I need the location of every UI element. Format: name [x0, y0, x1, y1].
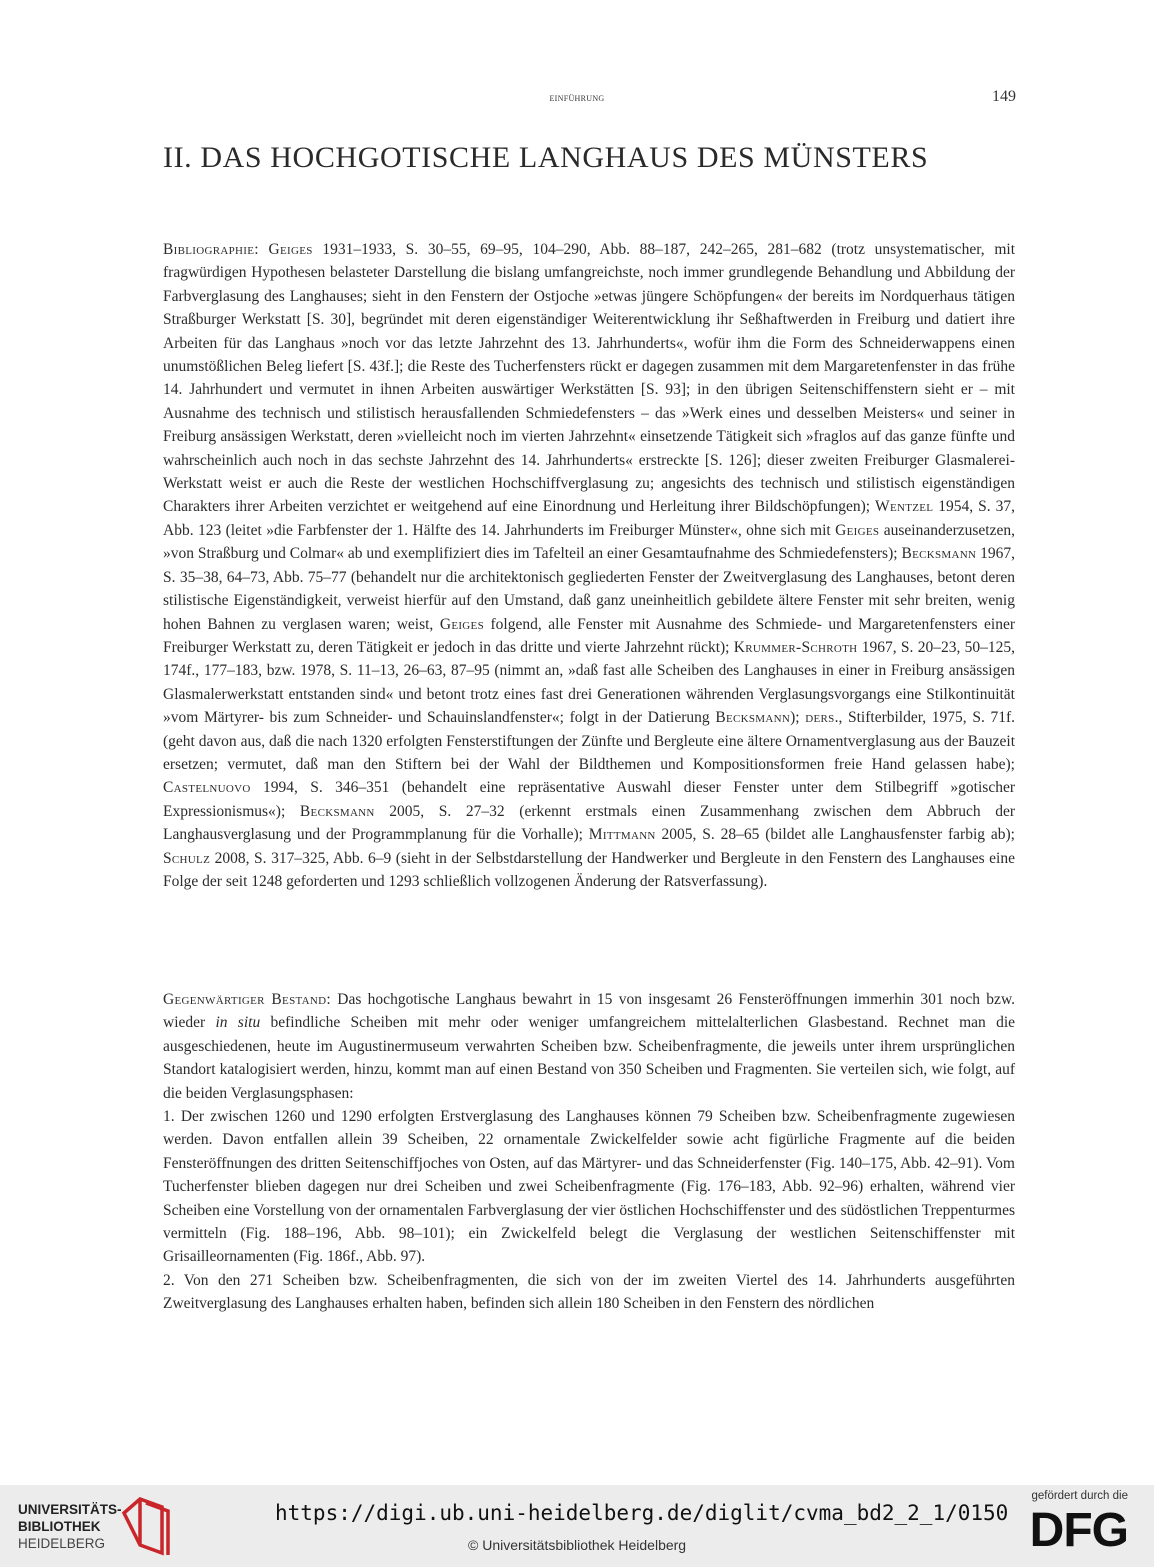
bibliography-text: 2005, S. 28–65 (bildet alle Langhausfenster farbig ab); [655, 826, 1015, 844]
bibliography-paragraph [163, 238, 1015, 893]
bibliography-text: ., Stifterbilder, 1975, S. 71f. (geht davon aus, daß die nach 1320 erfolgten Fensterstiftungen der Zünfte und Bergleute eine ältere Ornamentverglasung aus der Bauzeit ersetzen; vermutet, daß man den Stiftern bei der Wahl der Bildthemen und Kompositionsformen freie Hand gelassen habe); [163, 709, 1016, 773]
chapter-title: II. DAS HOCHGOTISCHE LANGHAUS DES MÜNSTERS [163, 141, 929, 174]
bibliography-text: 1954, S. 37, Abb. 123 (leitet »die Farbfenster der 1. Hälfte des 14. Jahrhunderts im Freiburger Münster«, ohne sich mit [163, 498, 1015, 539]
bibliography-text: auseinanderzusetzen, »von Straßburg und Colmar« ab und exemplifiziert dies im Tafelteil an einer Gesamtaufnahme des Schmiedefensters); [163, 521, 1015, 563]
bibliography-author: Castelnuovo [163, 779, 251, 797]
current-stock-item-2: 2. Von den 271 Scheiben bzw. Scheibenfragmenten, die sich von der im zweiten Viertel des 14. Jahrhunderts ausgeführten Zweitverglasung des Langhauses erhalten haben, befinden sich allein 180 Scheiben in den Fenstern des nördlichen [163, 1271, 1015, 1313]
bibliography-author: Becksmann [901, 545, 977, 563]
ub-heidelberg-logo[interactable] [18, 1495, 163, 1557]
dfg-logo-mark: DFG [1029, 1504, 1128, 1557]
bibliography-author: Wentzel [875, 498, 934, 516]
bibliography-text: 1967, S. 35–38, 64–73, Abb. 75–77 (behandelt nur die architektonisch gegliederten Fenster der Zweitverglasung des Langhauses, betont deren stilistische Eigenständigkeit, verweist hierfür auf den Umstand, daß ganz uneinheitlich gebildete ältere Fenster mit sehr breiten, wenig hohen Bahnen zu verglasen waren; weist, [163, 545, 1015, 633]
bibliography-author: Becksmann [299, 802, 375, 820]
ub-line-1: UNIVERSITÄTS- [18, 1502, 122, 1517]
bibliography-author: Geiges [835, 521, 880, 539]
bibliography-author: Geiges [439, 615, 484, 633]
dfg-label: gefördert durch die [1031, 1490, 1128, 1502]
bibliography-entries [163, 241, 1015, 890]
bibliography-text: 2008, S. 317–325, Abb. 6–9 (sieht in der Selbstdarstellung der Handwerker und Bergleute in den Fenstern des Langhauses eine Folge der seit 1248 geforderten und 1293 schließlich vollzogenen Änderung der Ratsverfassung). [163, 849, 1015, 890]
bibliography-author: Becksmann [715, 709, 791, 727]
bibliography-text: 1994, S. 346–351 (behandelt eine repräsentative Auswahl dieser Fenster unter dem Stilbegriff »gotischer Expressionismus«); [163, 779, 1015, 820]
current-stock-item-1: 1. Der zwischen 1260 und 1290 erfolgten Erstverglasung des Langhauses können 79 Scheiben bzw. Scheibenfragmente zugewiesen werden. Davon entfallen allein 39 Scheiben, 22 ornamentale Zwickelfelder sowie acht figürliche Fragmente auf die beiden Fensteröffnungen des dritten Seitenschiffjoches von Osten, auf das Märtyrer- und das Schneiderfenster (Fig. 140–175, Abb. 42–91). Vom Tucherfenster blieben dagegen nur drei Scheiben und zwei Scheibenfragmente (Fig. 176–183, Abb. 92–96) erhalten, während vier Scheiben eine Vorstellung von der ornamentalen Farbverglasung der vier östlichen Hochschiffenster und des südöstlichen Treppenturmes vermitteln (Fig. 188–196, Abb. 98–101); ein Zwickelfeld belegt die Verglasung der westlichen Seitenschiffenster mit Grisailleornamenten (Fig. 186f., Abb. 97). [163, 1108, 1015, 1266]
bibliography-text: 1967, S. 20–23, 50–125, 174f., 177–183, bzw. 1978, S. 11–13, 26–63, 87–95 (nimmt an, »daß fast alle Scheiben des Langhauses in einer in Freiburg ansässigen Glasmalerwerkstatt entstanden sind« und betont trotz eines fast drei Generationen währenden Verglasungsvorgangs eine Stilkontinuität »vom Märtyrer- bis zum Schneider- und Schauinslandfenster«; folgt in der Datierung [163, 638, 1016, 727]
in-situ-italic: in situ [215, 1014, 261, 1032]
current-stock-intro [163, 988, 1015, 1105]
bibliography-author: Mittmann [588, 826, 656, 844]
bibliography-text: 1931–1933, S. 30–55, 69–95, 104–290, Abb. 88–187, 242–265, 281–682 (trotz unsystematischer, mit fragwürdigen Hypothesen belasteter Darstellung die bislang umfangreichste, noch immer grundlegende Behandlung und Abbildung der Farbverglasung des Langhauses; sieht in den Fenstern der Ostjoche »etwas jüngere Schöpfungen« der bereits im Nordquerhaus tätigen Straßburger Werkstatt [S. 30], begründet mit deren eigenständiger Weiterentwicklung ihr Seßhaftwerden in Freiburg und datiert ihre Arbeiten für das Langhaus »noch vor das letzte Jahrzehnt des 13. Jahrhunderts«, wofür ihm die Form des Schneiderwappens einen unumstößlichen Beleg liefert [S. 43f.]; die Reste des Tucherfensters rückt er dagegen zusammen mit dem Margaretenfenster in das frühe 14. Jahrhundert und vermutet in ihnen Arbeiten auswärtiger Werkstätten [S. 93]; in den übrigen Seitenschiffenstern sieht er – mit Ausnahme des technisch und stilistisch herausfallenden Schmiedefensters – das »Werk eines und desselben Meisters« und seiner in Freiburg ansässigen Werkstatt, deren »vielleicht noch im vierten Jahrzehnt« einsetzende Tätigkeit sich »fraglos auf das ganze fünfte und wahrscheinlich auch noch in das sechste Jahrzehnt des 14. Jahrhunderts« erstreckte [S. 126]; dieser zweiten Freiburger Glasmalerei-Werkstatt weist er auch die Reste der westlichen Hochschiffverglasung zu; angesichts des technisch und stilistisch eigenständigen Charakters ihrer Arbeiten verzichtet er weitgehend auf eine Einordnung und Herleitung ihrer Bildschöpfungen); [163, 241, 1016, 516]
bibliography-text: 2005, S. 27–32 (erkennt erstmals einen Zusammenhang zwischen dem Abbruch der Langhausverglasung und der Programmplanung für die Vorhalle); [163, 802, 1015, 844]
dfg-funding-logo[interactable] [1026, 1490, 1128, 1560]
ub-logo-text [18, 1501, 122, 1552]
bibliography-label: Bibliographie: [163, 241, 259, 258]
current-stock-section [163, 988, 1015, 1316]
bibliography-author: Krummer-Schroth [733, 638, 858, 656]
ub-line-3: HEIDELBERG [18, 1536, 106, 1551]
current-stock-label: Gegenwärtiger Bestand: [163, 991, 331, 1008]
running-head-text: einführung [549, 90, 605, 104]
current-stock-text-a: Das hochgotische Langhaus bewahrt in 15 von insgesamt 26 Fensteröffnungen immerhin 301 noch bzw. wieder [163, 991, 1016, 1032]
running-head [0, 90, 1154, 105]
footer-copyright: © Universitätsbibliothek Heidelberg [468, 1537, 687, 1553]
bibliography-author: Geiges [268, 241, 313, 258]
bibliography-section [163, 238, 1015, 893]
ub-line-2: BIBLIOTHEK [18, 1519, 101, 1534]
ub-book-mark-icon [118, 1495, 178, 1557]
current-stock-text-b: befindliche Scheiben mit mehr oder weniger umfangreichem mittelalterlichen Glasbestand. Rechnet man die ausgeschiedenen, heute im Augustinermuseum verwahrten Scheiben bzw. Scheibenfragmente, die jeweils unter ihrem ursprünglichen Standort katalogisiert werden, hinzu, kommt man auf einen Bestand von 350 Scheiben und Fragmenten. Sie verteilen sich, wie folgt, auf die beiden Verglasungsphasen: [163, 1014, 1016, 1102]
page-number: 149 [992, 88, 1016, 105]
bibliography-text: ); [790, 709, 806, 727]
bibliography-author: ders [805, 709, 835, 727]
footer-bar [0, 1485, 1154, 1567]
bibliography-author: Schulz [163, 849, 211, 867]
footer-url-link[interactable]: https://digi.ub.uni-heidelberg.de/diglit/cvma_bd2_2_1/0150 [275, 1501, 1009, 1525]
bibliography-text: folgend, alle Fenster mit Ausnahme des Schmiede- und Margaretenfensters einer Freiburger Werkstatt zu, deren Tätigkeit er jedoch in das dritte und vierte Jahrzehnt rückt); [163, 615, 1016, 656]
